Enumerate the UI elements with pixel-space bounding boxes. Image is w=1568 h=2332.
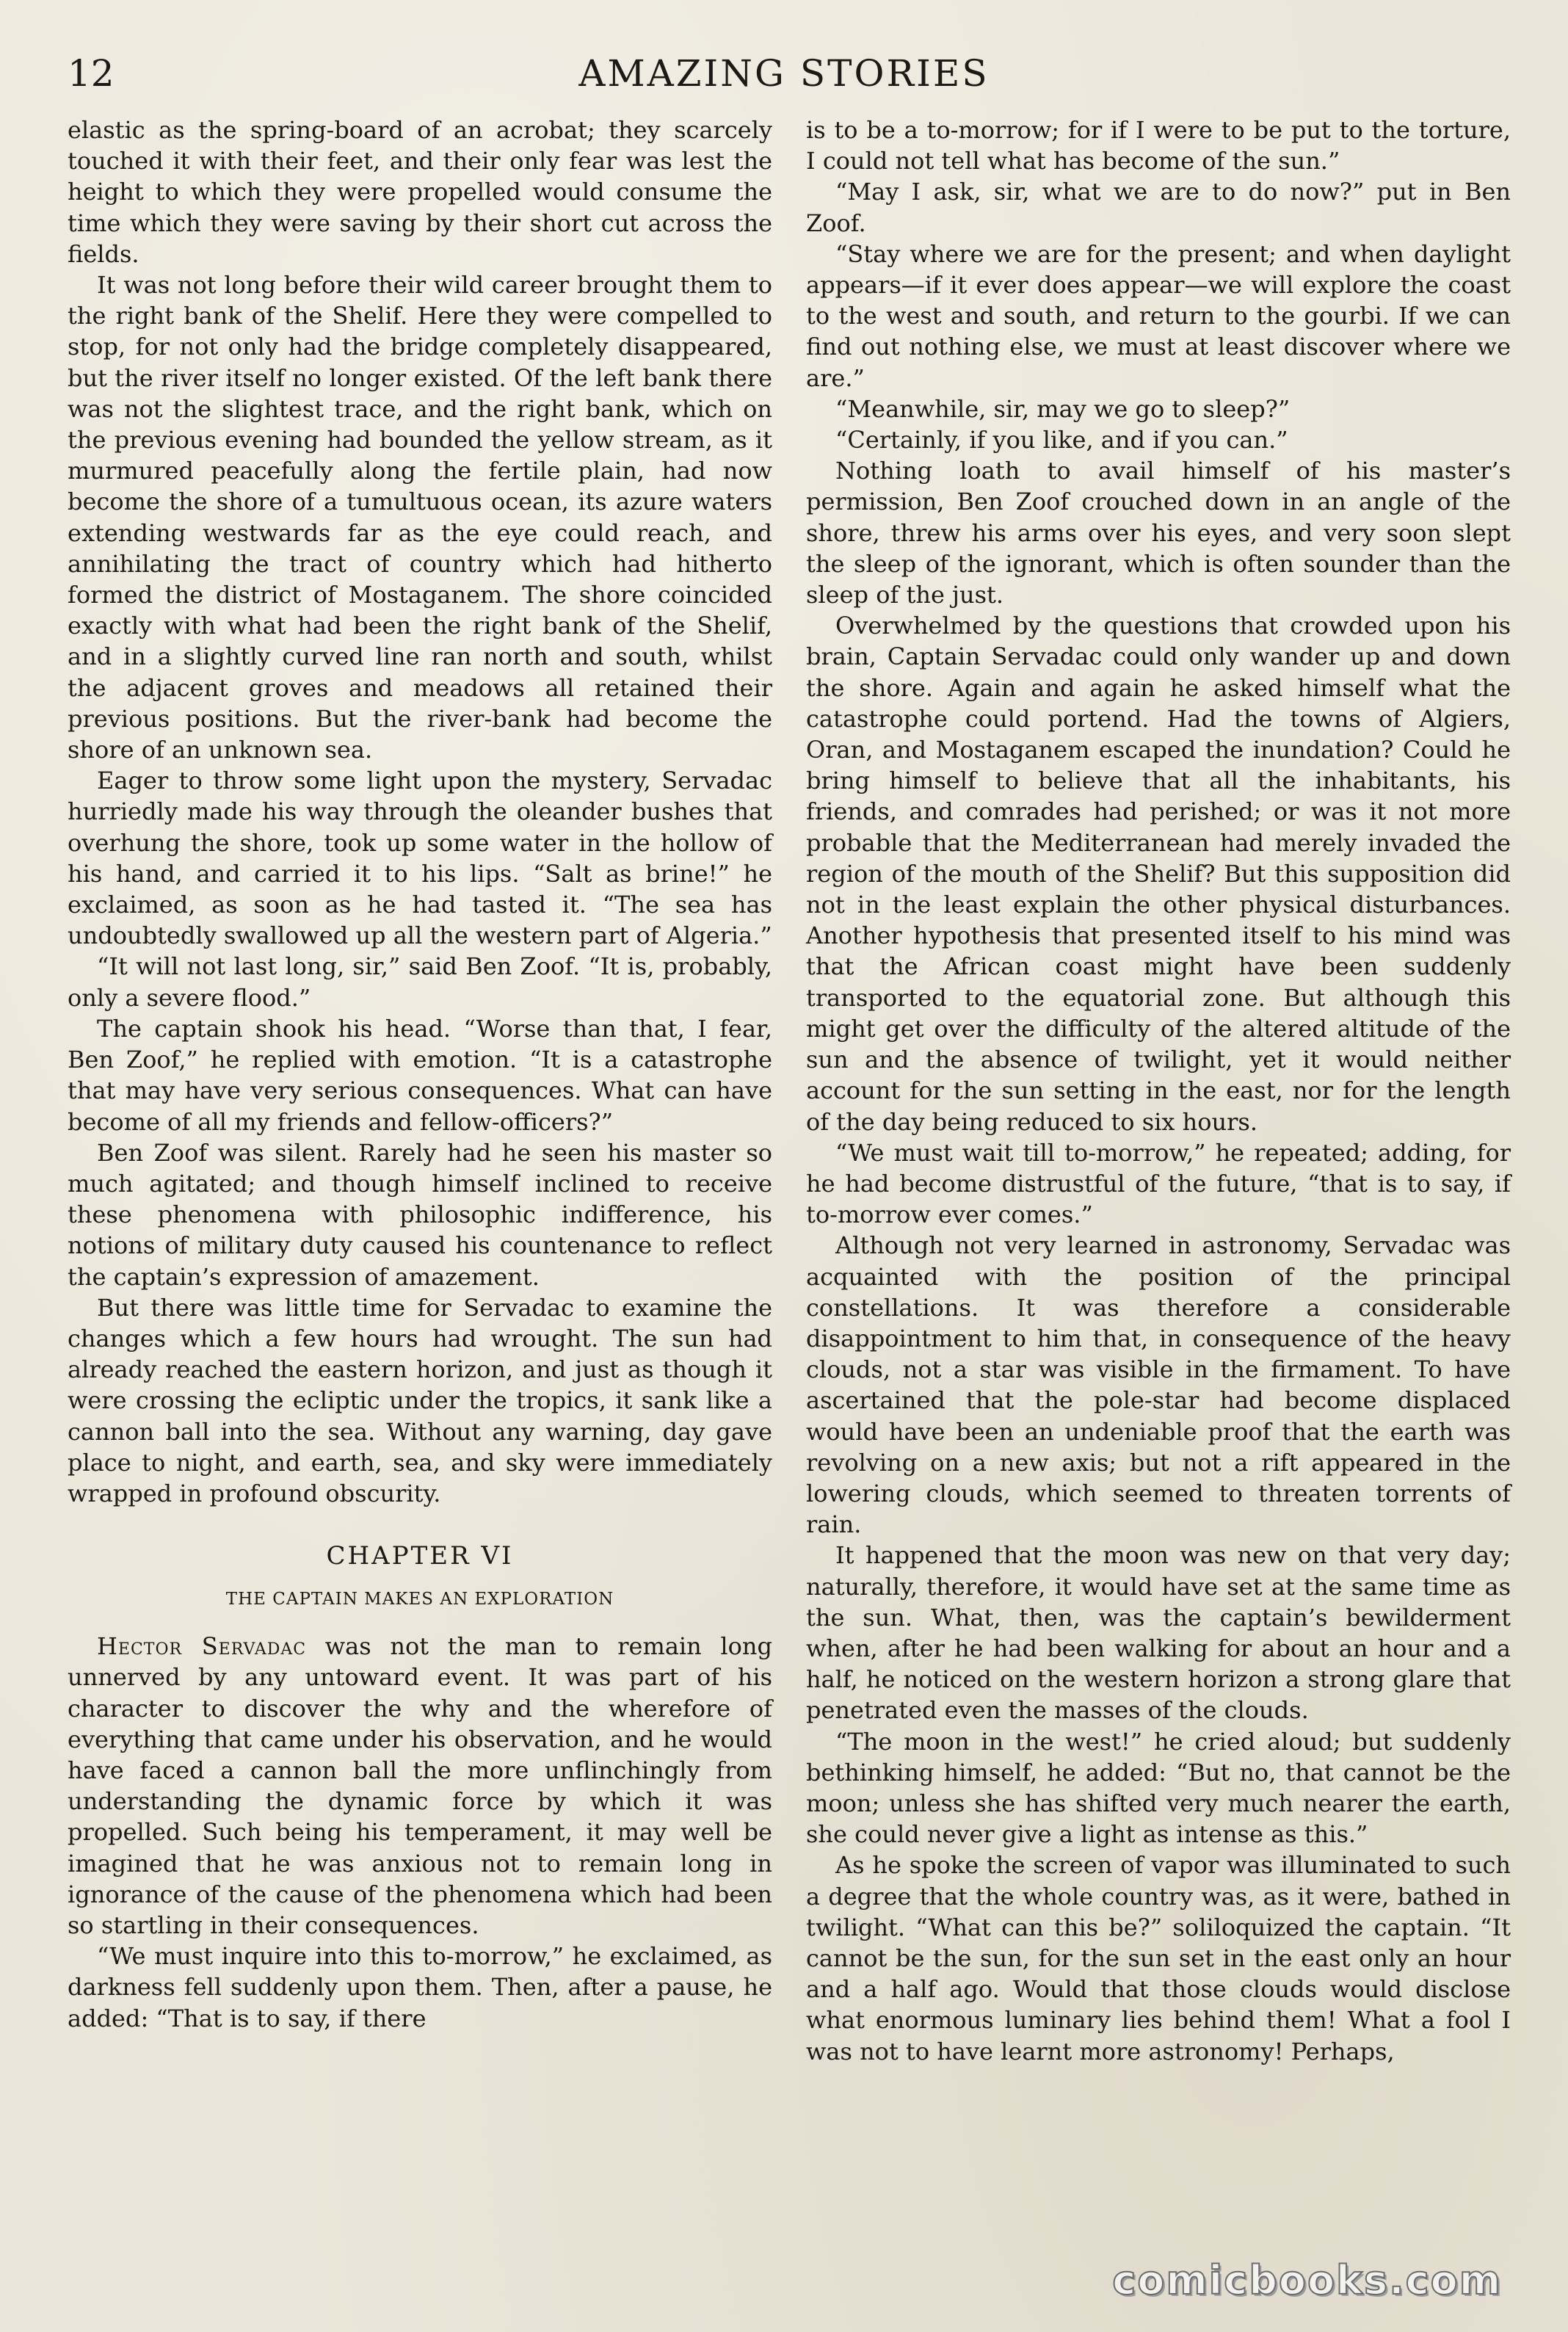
running-head-title: AMAZING STORIES <box>578 52 990 95</box>
body-paragraph: “Meanwhile, sir, may we go to sleep?” <box>835 394 1291 423</box>
body-paragraph: But there was little time for Servadac to examine the changes which a few hours had wrought. The sun had already reached the eastern horizon, and just as though it were crossing the ecliptic under the tropics, it sank like a cannon ball into the sea. Without any warning, day gave place to night, and earth, sea, and sky were immediately wrapped in profound obscurity. <box>68 1293 772 1507</box>
body-paragraph: “It will not last long, sir,” said Ben Zoof. “It is, probably, only a severe flood.” <box>68 952 772 1012</box>
body-paragraph: “The moon in the west!” he cried aloud; but suddenly bethinking himself, he added: “But no, that cannot be the moon; unless she has shifted very much nearer the earth, she could never give a light as intense as this.” <box>806 1727 1511 1849</box>
body-paragraph: Eager to throw some light upon the mystery, Servadac hurriedly made his way through the oleander bushes that overhung the shore, took up some water in the hollow of his hand, and carried it to his lips. “Salt as brine!” he exclaimed, as soon as he had tasted it. “The sea has undoubtedly swallowed up all the western part of Algeria.” <box>68 767 772 950</box>
body-paragraph: It happened that the moon was new on that very day; naturally, therefore, it would have set at the same time as the sun. What, then, was the captain’s bewilderment when, after he had been walking for about an hour and a half, he noticed on the western horizon a strong glare that penetrated even the masses of the clouds. <box>806 1541 1511 1725</box>
chapter-opening-text: was not the man to remain long unnerved by any untoward event. It was part of his character to discover the why and the wherefore of everything that came under his observation, and he would have faced a cannon ball the more unflinchingly from understanding the dynamic force by which it was propelled. Such being his temperament, it may well be imagined that he was anxious not to remain long in ignorance of the cause of the phenomena which had been so startling in their consequences. <box>68 1632 773 1939</box>
right-column <box>806 115 1511 2067</box>
body-paragraph: “Certainly, if you like, and if you can.” <box>835 426 1288 455</box>
body-paragraph: It was not long before their wild career brought them to the right bank of the Shelif. Here they were compelled to stop, for not only had the bridge completely disappeared, but the river itself no longer existed. Of the left bank there was not the slightest trace, and the right bank, which on the previous evening had bounded the yellow stream, as it murmured peacefully along the fertile plain, had now become the shore of a tumultuous ocean, its azure waters extending westwards far as the eye could reach, and annihilating the tract of country which had hitherto formed the district of Mostaganem. The shore coincided exactly with what had been the right bank of the Shelif, and in a slightly curved line ran north and south, whilst the adjacent groves and meadows all retained their previous positions. But the river-bank had become the shore of an unknown sea. <box>68 271 772 764</box>
body-paragraph: “Stay where we are for the present; and when daylight appears—if it ever does appear—we will explore the coast to the west and south, and return to the gourbi. If we can find out nothing else, we must at least discover where we are.” <box>806 239 1511 392</box>
chapter-subtitle: THE CAPTAIN MAKES AN EXPLORATION <box>225 1590 614 1609</box>
chapter-title: CHAPTER VI <box>326 1541 514 1571</box>
body-paragraph: “We must inquire into this to-morrow,” he exclaimed, as darkness fell suddenly upon them. Then, after a pause, he added: “That is to say, if there <box>68 1942 772 2032</box>
body-paragraph: Nothing loath to avail himself of his master’s permission, Ben Zoof crouched down in an angle of the shore, threw his arms over his eyes, and very soon slept the sleep of the ignorant, which is often sounder than the sleep of the just. <box>806 457 1511 609</box>
body-paragraph: The captain shook his head. “Worse than that, I fear, Ben Zoof,” he replied with emotion. “It is a catastrophe that may have very serious consequences. What can have become of all my friends and fellow-officers?” <box>68 1014 772 1136</box>
body-paragraph: is to be a to-morrow; for if I were to be put to the torture, I could not tell what has become of the sun.” <box>806 116 1511 175</box>
page-number: 12 <box>68 52 115 95</box>
chapter-opening-paragraph <box>68 1631 772 1941</box>
body-paragraph: As he spoke the screen of vapor was illuminated to such a degree that the whole country was, as it were, bathed in twilight. “What can this be?” soliloquized the captain. “It cannot be the sun, for the sun set in the east only an hour and a half ago. Would that those clouds would disclose what enormous luminary lies behind them! What a fool I was not to have learnt more astronomy! Perhaps, <box>806 1851 1511 2065</box>
body-paragraph: “We must wait till to-morrow,” he repeated; adding, for he had become distrustful of the future, “that is to say, if to-morrow ever comes.” <box>806 1138 1511 1229</box>
body-paragraph: “May I ask, sir, what we are to do now?” put in Ben Zoof. <box>806 178 1511 237</box>
chapter-lead-name: Hector Servadac <box>97 1632 307 1661</box>
left-column <box>68 115 772 2034</box>
site-watermark: comicbooks.com <box>1112 2257 1502 2303</box>
body-paragraph: Although not very learned in astronomy, Servadac was acquainted with the position of the principal constellations. It was therefore a considerable disappointment to him that, in consequence of the heavy clouds, not a star was visible in the firmament. To have ascertained that the pole-star had become displaced would have been an undeniable proof that the earth was revolving on a new axis; but not a rift appeared in the lowering clouds, which seemed to threaten torrents of rain. <box>806 1231 1511 1539</box>
body-paragraph: Ben Zoof was silent. Rarely had he seen his master so much agitated; and though himself inclined to receive these phenomena with philosophic indifference, his notions of military duty caused his countenance to reflect the captain’s expression of amazement. <box>68 1138 772 1291</box>
body-paragraph: elastic as the spring-board of an acrobat; they scarcely touched it with their feet, and their only fear was lest the height to which they were propelled would consume the time which they were saving by their short cut across the fields. <box>68 116 772 268</box>
body-paragraph: Overwhelmed by the questions that crowded upon his brain, Captain Servadac could only wander up and down the shore. Again and again he asked himself what the catastrophe could portend. Had the towns of Algiers, Oran, and Mostaganem escaped the inundation? Could he bring himself to believe that all the inhabitants, his friends, and comrades had perished; or was it not more probable that the Mediterranean had merely invaded the region of the mouth of the Shelif? But this supposition did not in the least explain the other physical disturbances. Another hypothesis that presented itself to his mind was that the African coast might have been suddenly transported to the equatorial zone. But although this might get over the difficulty of the altered altitude of the sun and the absence of twilight, yet it would neither account for the sun setting in the east, nor for the length of the day being reduced to six hours. <box>806 612 1511 1136</box>
